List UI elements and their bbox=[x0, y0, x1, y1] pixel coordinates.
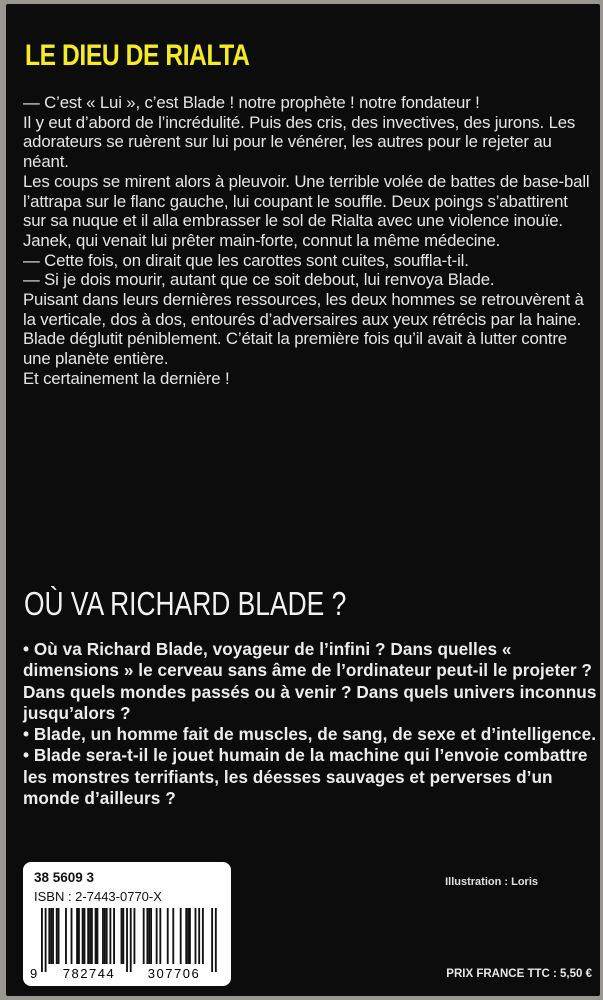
series-description bbox=[23, 639, 598, 809]
barcode-bar bbox=[48, 908, 50, 964]
barcode-bar bbox=[95, 908, 97, 964]
barcode-bar bbox=[198, 908, 200, 964]
barcode-bar bbox=[45, 908, 47, 972]
excerpt-paragraph: Il y eut d’abord de l’incrédulité. Puis des cris, des invectives, des jurons. Les adorateurs se ruèrent sur lui pour le vénérer, les autres pour le rejeter au néant. bbox=[23, 112, 576, 172]
series-bullet: • Blade, un homme fait de muscles, de sang, de sexe et d’intelligence. bbox=[23, 724, 597, 745]
excerpt-paragraph: Puisant dans leurs dernières ressources, les deux hommes se retrouvèrent à la verticale, dos à dos, entourés d’adversaires aux yeux rétrécis par la haine. bbox=[23, 290, 584, 329]
price-label: PRIX FRANCE TTC : 5,50 € bbox=[446, 968, 592, 980]
barcode-bar bbox=[91, 908, 93, 964]
barcode-bar bbox=[185, 908, 187, 964]
barcode-bar bbox=[167, 908, 169, 964]
barcode-bar bbox=[76, 908, 78, 964]
barcode-right-digits: 307706 bbox=[147, 966, 201, 981]
illustration-credit: Illustration : Loris bbox=[445, 876, 538, 888]
ean-barcode bbox=[29, 908, 225, 982]
isbn-number: ISBN : 2-7443-0770-X bbox=[34, 889, 162, 904]
barcode-bar bbox=[202, 908, 204, 964]
barcode-bar bbox=[211, 908, 213, 972]
barcode-bar bbox=[87, 908, 89, 964]
barcode-bar bbox=[56, 908, 58, 964]
barcode-bar bbox=[172, 908, 174, 964]
series-bullet: • Blade sera-t-il le jouet humain de la machine qui l’envoie combattre les monstres terrifiants, les déesses sauvages et perverses d’un monde d’ailleurs ? bbox=[23, 745, 588, 809]
barcode-bar bbox=[146, 908, 148, 964]
barcode-panel bbox=[23, 862, 231, 986]
barcode-bar bbox=[71, 908, 73, 964]
barcode-bar bbox=[102, 908, 104, 964]
product-code: 38 5609 3 bbox=[34, 870, 95, 885]
barcode-bar bbox=[50, 908, 52, 964]
barcode-first-digit: 9 bbox=[30, 966, 38, 981]
barcode-bar bbox=[130, 908, 132, 972]
excerpt-paragraph: Les coups se mirent alors à pleuvoir. Une terrible volée de battes de base-ball l’attrapa sur le flanc gauche, lui coupant le souffle. Deux poings s’abattirent sur sa nuque et il alla embrasser le sol de Rialta avec une violence inouïe. bbox=[23, 171, 590, 231]
barcode-bar bbox=[82, 908, 84, 964]
barcode-bar bbox=[134, 908, 136, 964]
excerpt-paragraph: — Cette fois, on dirait que les carottes sont cuites, souffla-t-il. bbox=[23, 250, 469, 270]
excerpt-text bbox=[23, 93, 595, 389]
back-cover bbox=[6, 4, 600, 996]
excerpt-paragraph: — C’est « Lui », c’est Blade ! notre prophète ! notre fondateur ! bbox=[23, 93, 480, 112]
series-bullet: • Où va Richard Blade, voyageur de l’infini ? Dans quelles « dimensions » le cerveau sans âme de l’ordinateur peut-il le projeter ? Dans quels mondes passés ou à venir ? Dans quels univers inconnus jusqu’alors ? bbox=[23, 639, 597, 723]
barcode-bar bbox=[78, 908, 80, 964]
barcode-bar bbox=[122, 908, 124, 964]
book-title: LE DIEU DE RIALTA bbox=[25, 39, 250, 72]
barcode-bar bbox=[148, 908, 150, 964]
barcode-bar bbox=[106, 908, 108, 964]
barcode-bar bbox=[97, 908, 99, 964]
excerpt-paragraph: Blade déglutit péniblement. C’était la première fois qu’il avait à lutter contre une planète entière. bbox=[23, 329, 567, 369]
barcode-bar bbox=[143, 908, 145, 964]
barcode-bar bbox=[126, 908, 128, 972]
series-heading: OÙ VA RICHARD BLADE ? bbox=[24, 585, 347, 622]
excerpt-paragraph: Et certainement la dernière ! bbox=[23, 368, 230, 388]
barcode-left-digits: 782744 bbox=[62, 966, 116, 981]
barcode-bar bbox=[104, 908, 106, 964]
barcode-bar bbox=[215, 908, 217, 972]
barcode-bar bbox=[89, 908, 91, 964]
barcode-bar bbox=[159, 908, 161, 964]
barcode-bar bbox=[41, 908, 43, 972]
excerpt-paragraph: Janek, qui venait lui prêter main-forte, connut la même médecine. bbox=[23, 230, 501, 250]
excerpt-paragraph: — Si je dois mourir, autant que ce soit debout, lui renvoya Blade. bbox=[23, 270, 495, 290]
barcode-bar bbox=[65, 908, 67, 964]
barcode-bar bbox=[121, 908, 123, 964]
barcode-bar bbox=[150, 908, 152, 964]
barcode-bar bbox=[195, 908, 197, 964]
barcode-bar bbox=[156, 908, 158, 964]
barcode-bar bbox=[52, 908, 54, 964]
barcode-bar bbox=[189, 908, 191, 964]
barcode-bars bbox=[41, 908, 217, 972]
barcode-bar bbox=[109, 908, 111, 964]
barcode-bar bbox=[58, 908, 60, 964]
barcode-bar bbox=[187, 908, 189, 964]
barcode-bar bbox=[180, 908, 182, 964]
barcode-bar bbox=[113, 908, 115, 964]
barcode-bar bbox=[84, 908, 86, 964]
